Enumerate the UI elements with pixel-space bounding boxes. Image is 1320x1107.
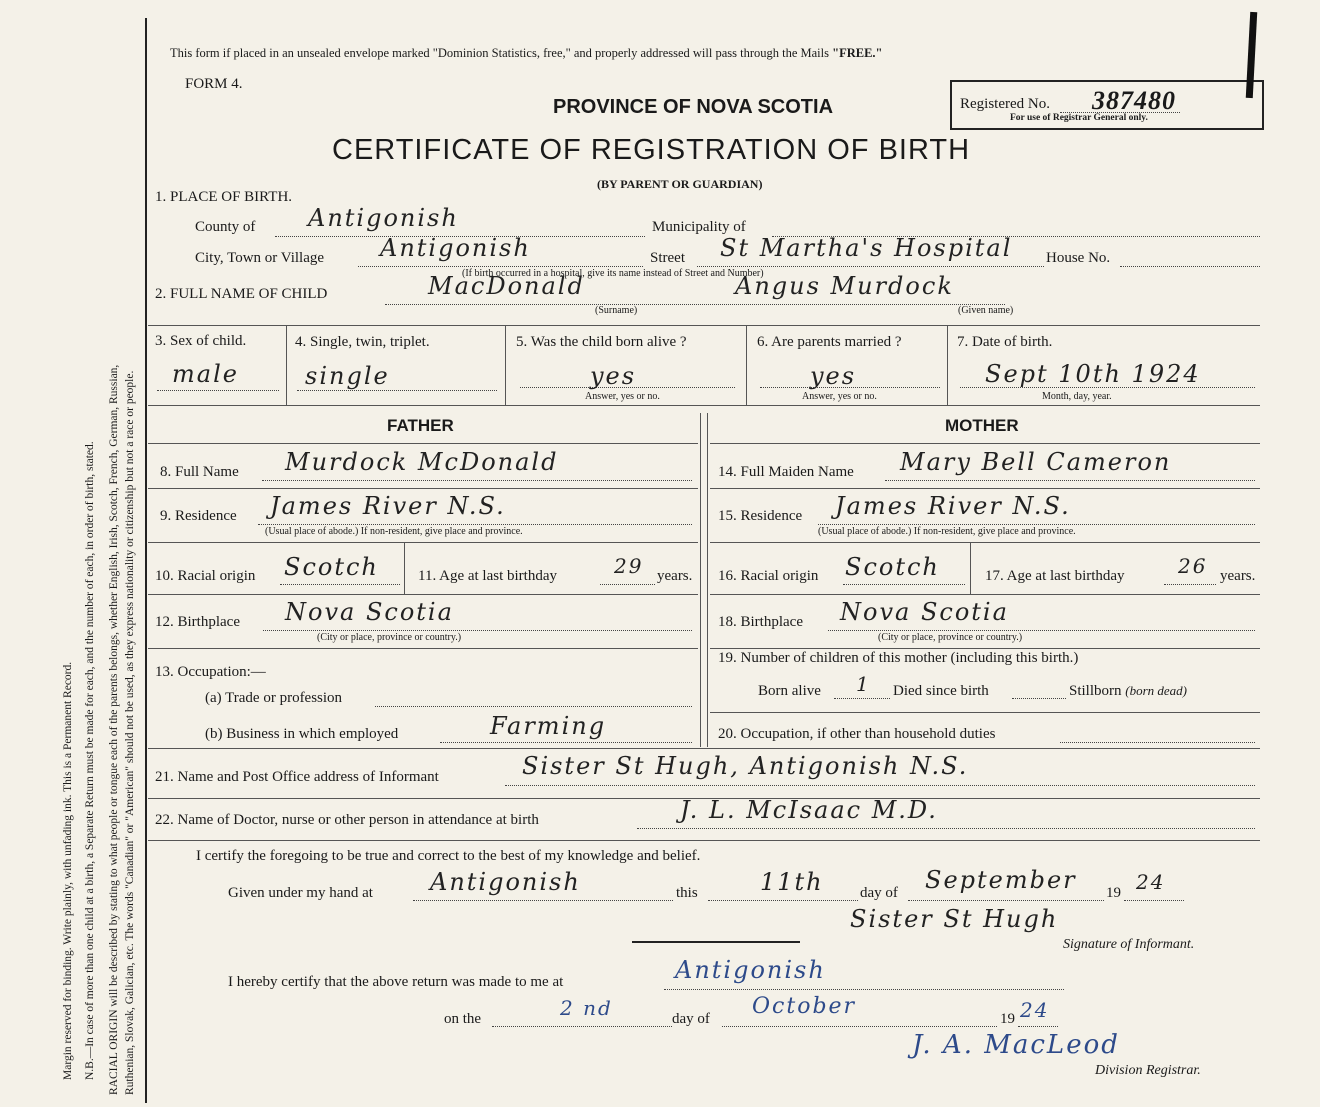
signature-caption: Signature of Informant. [1063, 937, 1195, 952]
mother-racial-label: 16. Racial origin [718, 568, 819, 584]
father-age-unit: years. [657, 568, 693, 584]
given-under-hand-label: Given under my hand at [228, 885, 373, 901]
born-alive-value: yes [590, 362, 637, 390]
hospital-note: (If birth occurred in a hospital, give its name instead of Street and Number) [462, 268, 764, 279]
binding-margin-line [145, 18, 147, 1103]
father-residence-caption: (Usual place of abode.) If non-resident, give place and province. [265, 526, 523, 537]
mother-age: 26 [1178, 554, 1208, 578]
father-birthplace-label: 12. Birthplace [155, 614, 240, 630]
surname-caption: (Surname) [595, 305, 638, 316]
mother-residence-label: 15. Residence [718, 508, 803, 524]
city-label: City, Town or Village [195, 250, 325, 266]
dob-value: Sept 10th 1924 [985, 360, 1201, 388]
on-the-label: on the [444, 1011, 482, 1027]
margin-note-multiple-births: N.B.—In case of more than one child at a birth, a Separate Return must be made for each, and the number of each, in order of birth, stated. [84, 441, 96, 1080]
given-day: 11th [760, 868, 824, 896]
born-alive-label: 5. Was the child born alive ? [516, 334, 687, 350]
informant-signature: Sister St Hugh [850, 905, 1059, 933]
registrar-caption: Division Registrar. [1095, 1063, 1201, 1078]
mother-heading: MOTHER [945, 416, 1019, 435]
street-label: Street [650, 250, 685, 266]
doctor-value: J. L. McIsaac M.D. [680, 796, 938, 824]
given-year: 24 [1136, 870, 1166, 894]
mother-occupation-label: 20. Occupation, if other than household duties [718, 726, 996, 742]
father-heading: FATHER [387, 416, 454, 435]
father-racial-label: 10. Racial origin [155, 568, 256, 584]
registered-number-box [950, 80, 1264, 130]
province-heading: PROVINCE OF NOVA SCOTIA [553, 96, 834, 118]
sex-label: 3. Sex of child. [155, 333, 247, 349]
doctor-label: 22. Name of Doctor, nurse or other person in attendance at birth [155, 812, 539, 828]
registrar-signature: J. A. MacLeod [912, 1030, 1120, 1060]
registrar-note: For use of Registrar General only. [1010, 113, 1148, 123]
parents-married-caption: Answer, yes or no. [802, 391, 877, 402]
mother-age-label: 17. Age at last birthday [985, 568, 1125, 584]
registered-number: 387480 [1092, 86, 1176, 115]
mother-residence-caption: (Usual place of abode.) If non-resident, give place and province. [818, 526, 1076, 537]
given-caption: (Given name) [958, 305, 1014, 316]
mother-birthplace-label: 18. Birthplace [718, 614, 803, 630]
children-count-label: 19. Number of children of this mother (including this birth.) [718, 650, 1079, 666]
house-label: House No. [1046, 250, 1111, 266]
city-value: Antigonish [380, 234, 531, 262]
given-year-prefix: 19 [1106, 885, 1121, 901]
registration-year-prefix: 19 [1000, 1011, 1015, 1027]
born-alive-count-label: Born alive [758, 683, 821, 699]
father-age-label: 11. Age at last birthday [418, 568, 557, 584]
place-of-birth-heading: 1. PLACE OF BIRTH. [155, 189, 293, 205]
municipality-label: Municipality of [652, 219, 746, 235]
mother-residence: James River N.S. [835, 492, 1071, 520]
county-value: Antigonish [308, 204, 459, 232]
given-place: Antigonish [430, 868, 581, 896]
mother-birthplace: Nova Scotia [840, 598, 1009, 626]
father-name: Murdock McDonald [285, 448, 559, 476]
child-given-name: Angus Murdock [735, 272, 954, 300]
mother-name: Mary Bell Cameron [900, 448, 1172, 476]
margin-note-racial-origin: RACIAL ORIGIN will be described by stating to what people or tongue each of the parents belongs, whether English, Irish, Scotch, French, German, Russian, [108, 364, 120, 1095]
born-alive-caption: Answer, yes or no. [585, 391, 660, 402]
certificate-subtitle: (BY PARENT OR GUARDIAN) [597, 177, 763, 191]
margin-note-binding: Margin reserved for binding. Write plainly, with unfading ink. This is a Permanent Record. [62, 661, 74, 1080]
father-occupation-label: 13. Occupation:— [155, 664, 266, 680]
parents-married-value: yes [810, 362, 857, 390]
dob-label: 7. Date of birth. [957, 334, 1053, 350]
father-birthplace-caption: (City or place, province or country.) [317, 632, 462, 643]
margin-notes [0, 0, 150, 1107]
business-label: (b) Business in which employed [205, 726, 399, 742]
form-number: FORM 4. [185, 76, 243, 92]
sex-value: male [172, 360, 239, 388]
child-name-label: 2. FULL NAME OF CHILD [155, 286, 328, 302]
margin-note-racial-origin-2: Ruthenian, Slovak, Galician, etc. The words "Canadian" or "American" should not be used, as they express nationality or citizenship but not a race or people. [124, 370, 136, 1095]
stillborn-label: Stillborn (born dead) [1069, 683, 1188, 699]
died-since-birth-label: Died since birth [893, 683, 989, 699]
mother-birthplace-caption: (City or place, province or country.) [878, 632, 1023, 643]
certify-statement: I certify the foregoing to be true and correct to the best of my knowledge and belief. [196, 848, 701, 864]
informant-value: Sister St Hugh, Antigonish N.S. [522, 752, 969, 780]
registration-year: 24 [1020, 998, 1050, 1022]
mother-name-label: 14. Full Maiden Name [718, 464, 854, 480]
parents-married-label: 6. Are parents married ? [757, 334, 902, 350]
registration-day: 2 nd [560, 996, 613, 1020]
plurality-value: single [305, 362, 390, 390]
mother-age-unit: years. [1220, 568, 1256, 584]
mother-racial-origin: Scotch [845, 553, 940, 581]
business-value: Farming [490, 712, 607, 740]
born-alive-count: 1 [856, 672, 871, 696]
mail-notice: This form if placed in an unsealed envelope marked "Dominion Statistics, free," and properly addressed will pass through the Mails "FREE." [170, 46, 883, 60]
child-surname: MacDonald [428, 272, 585, 300]
father-residence-label: 9. Residence [160, 508, 237, 524]
county-label: County of [195, 219, 256, 235]
street-value: St Martha's Hospital [720, 234, 1013, 262]
certificate-title: CERTIFICATE OF REGISTRATION OF BIRTH [332, 134, 971, 166]
trade-label: (a) Trade or profession [205, 690, 343, 706]
informant-label: 21. Name and Post Office address of Informant [155, 769, 439, 785]
dob-caption: Month, day, year. [1042, 391, 1112, 402]
given-month: September [925, 866, 1077, 894]
registrar-statement: I hereby certify that the above return was made to me at [228, 974, 564, 990]
father-racial-origin: Scotch [284, 553, 379, 581]
father-birthplace: Nova Scotia [285, 598, 454, 626]
plurality-label: 4. Single, twin, triplet. [295, 334, 430, 350]
father-age: 29 [614, 554, 644, 578]
registration-day-of-label: day of [672, 1011, 710, 1027]
registered-label: Registered No. [960, 96, 1050, 112]
father-residence: James River N.S. [270, 492, 506, 520]
father-name-label: 8. Full Name [160, 464, 239, 480]
registrar-place: Antigonish [675, 956, 826, 984]
this-label: this [676, 885, 698, 901]
given-day-of-label: day of [860, 885, 898, 901]
registration-month: October [752, 994, 857, 1019]
